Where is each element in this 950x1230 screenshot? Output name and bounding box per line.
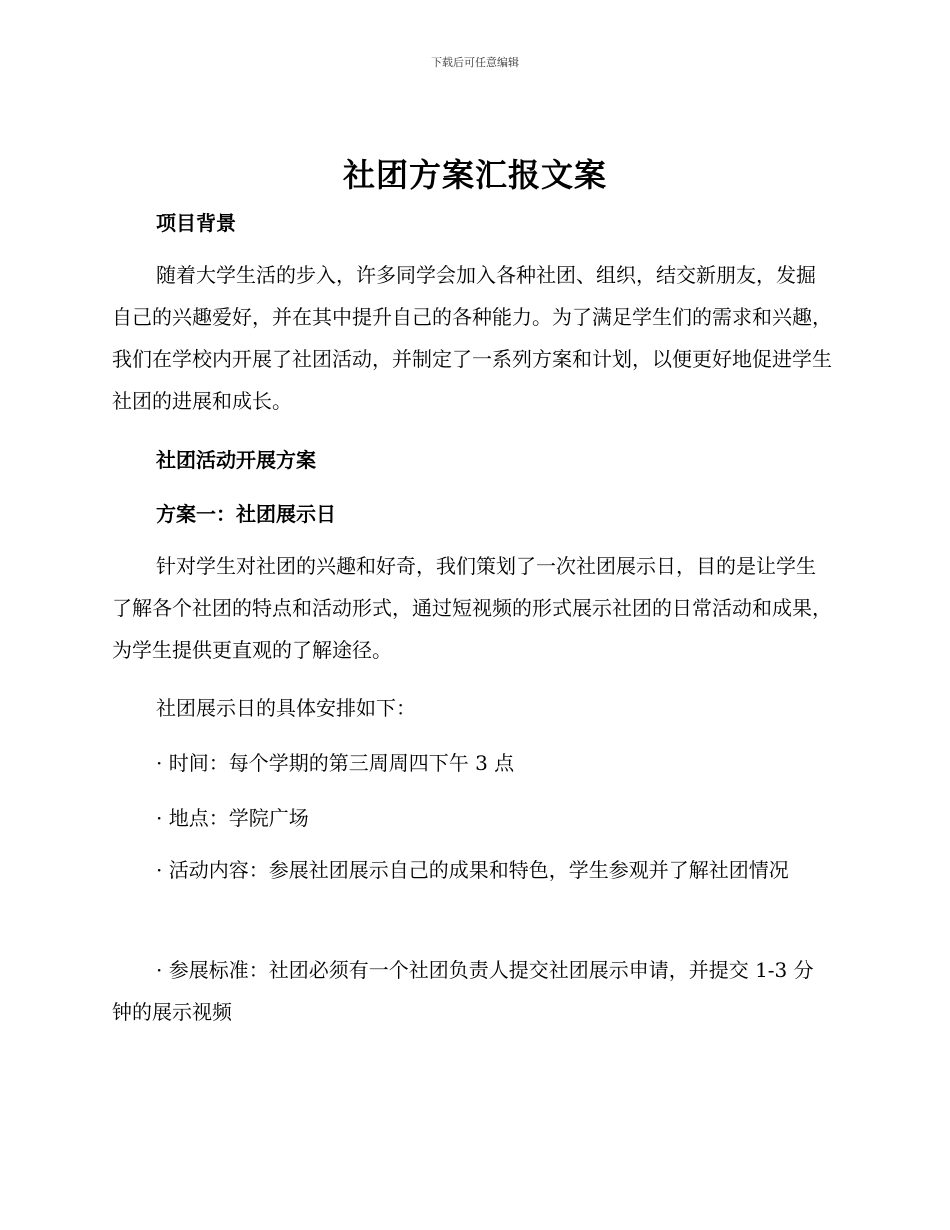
heading-activity-plan: 社团活动开展方案 [156, 448, 316, 472]
paragraph-plan-one: 针对学生对社团的兴趣和好奇，我们策划了一次社团展示日，目的是让学生了解各个社团的特点和活动形式，通过短视频的形式展示社团的日常活动和成果，为学生提供更直观的了解途径。 [112, 554, 832, 662]
bullet-location: · 地点：学院广场 [156, 806, 309, 830]
page-header-note: 下载后可任意编辑 [431, 56, 519, 69]
document-title: 社团方案汇报文案 [342, 156, 607, 194]
bullet-time: · 时间：每个学期的第三周周四下午 3 点 [156, 751, 515, 775]
arrangement-intro: 社团展示日的具体安排如下： [156, 696, 416, 720]
paragraph-background: 随着大学生活的步入，许多同学会加入各种社团、组织，结交新朋友，发掘自己的兴趣爱好，并在其中提升自己的各种能力。为了满足学生们的需求和兴趣，我们在学校内开展了社团活动，并制定了一系列方案和计划，以便更好地促进学生社团的进展和成长。 [112, 263, 832, 413]
bullet-content: · 活动内容：参展社团展示自己的成果和特色，学生参观并了解社团情况 [156, 858, 789, 882]
heading-plan-one: 方案一：社团展示日 [156, 502, 336, 526]
heading-project-background: 项目背景 [156, 211, 236, 235]
bullet-standard: · 参展标准：社团必须有一个社团负责人提交社团展示申请，并提交 1-3 分钟的展示视频 [112, 958, 814, 1024]
